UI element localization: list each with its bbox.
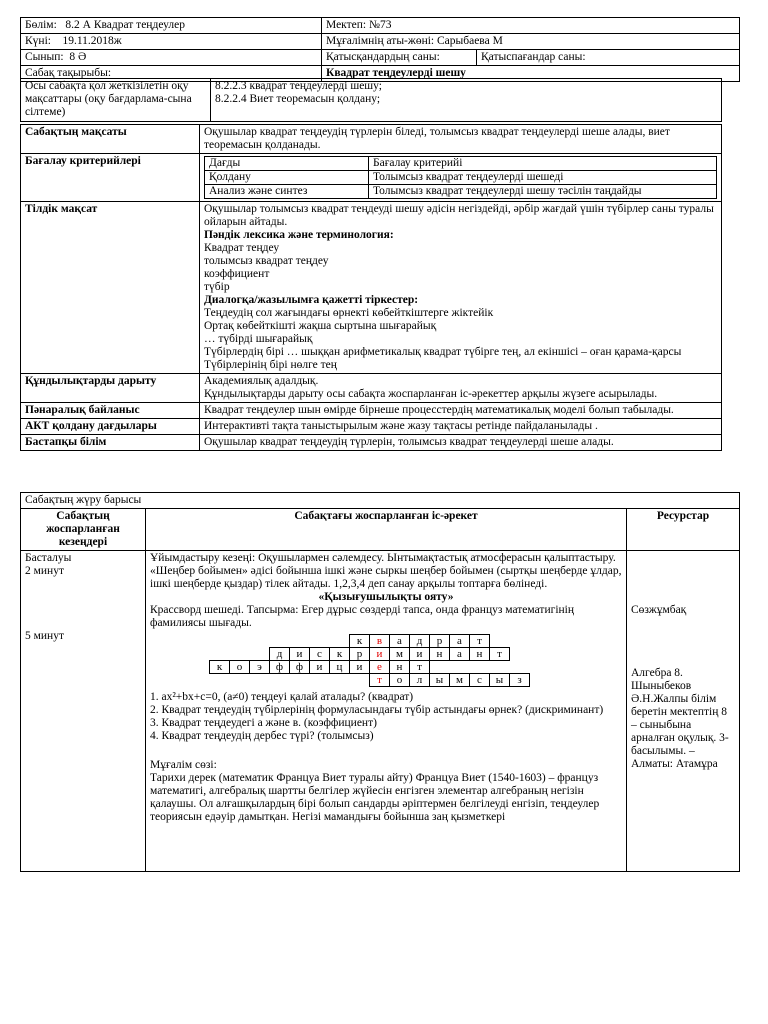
crossword-grid [190,634,530,687]
assessment-col-skill: Дағды [205,157,369,171]
crossword-cell: н [470,648,490,661]
section-label: Бөлім: [25,19,57,31]
date-value: 19.11.2018ж [62,35,122,47]
crossword-cell: с [310,648,330,661]
term-item: толымсыз квадрат теңдеу [204,255,329,267]
header-table [20,17,740,82]
question-item: 2. Квадрат теңдеудің түбірлерінің формуласындағы түбір астындағы өрнек? (дискриминант) [150,704,604,716]
col-resources: Ресурстар [627,509,740,551]
crossword-row [190,648,530,661]
crossword-row [190,661,530,674]
objectives-label: Осы сабақта қол жеткізілетін оқу мақсаттары (оқу бағдарлама-сына сілтеме) [21,79,211,122]
objectives-table [20,78,722,122]
crossword-cell: ы [430,674,450,687]
crossword-cell: ф [270,661,290,674]
date-label: Күні: [25,35,51,47]
crossword-cell: а [450,648,470,661]
crossword-cell: с [470,674,490,687]
crossword-cell: а [450,635,470,648]
resource-item: Сөзжұмбақ [631,604,687,616]
teacher-word: Мұғалім сөзі: [150,759,217,771]
assessment-criterion: Толымсыз квадрат теңдеулерді шешу тәсілін таңдайды [369,185,717,199]
prior-label: Бастапқы білім [21,435,200,451]
question-item: 3. Квадрат теңдеудегі а және в. (коэффициент) [150,717,377,729]
class-value: 8 Ә [69,51,87,63]
ict-label: АКТ қолдану дағдылары [21,419,200,435]
crosscurricular-text: Квадрат теңдеулер шын өмірде бірнеше процесстердің математикалық моделі болып табылады. [200,403,722,419]
crossword-cell: т [470,635,490,648]
objective-item: 8.2.2.3 квадрат теңдеулерді шешу; [215,80,382,92]
crossword-cell: м [390,648,410,661]
crossword-cell: а [390,635,410,648]
lexicon-heading: Пәндік лексика және терминология: [204,229,394,241]
crossword-cell: д [270,648,290,661]
phrase-item: … түбірді шығарайық [204,333,313,345]
crossword-row [190,674,530,687]
topic-value: Квадрат теңдеулерді шешу [326,67,466,79]
term-item: Квадрат теңдеу [204,242,280,254]
crossword-row [190,635,530,648]
assessment-skill: Қолдану [205,171,369,185]
stage-time: 2 минут [25,565,64,577]
crossword-text: Крассворд шешеді. Тапсырма: Егер дұрыс сөздерді тапса, онда француз математигінің фамилиясы шығады. [150,604,575,629]
term-item: түбір [204,281,230,293]
resource-item: Алгебра 8. Шыныбеков Ә.Н.Жалпы білім беретін мектептің 8 – сыныбына арналған оқулық. 3-басылымы. – Алматы: Атамұра [631,667,729,770]
crossword-cell: к [330,648,350,661]
crossword-cell: з [510,674,530,687]
crossword-cell: р [350,648,370,661]
phrase-item: Түбірлердің бірі … шыққан арифметикалық квадрат түбірге тең, ал екіншісі – оған қарама-қарсы [204,346,682,358]
ict-text: Интерактивті тақта таныстырылым және жазу тақтасы ретінде пайдаланылады . [200,419,722,435]
objective-item: 8.2.2.4 Виет теоремасын қолдану; [215,93,381,105]
section-value: 8.2 А Квадрат теңдеулер [65,19,185,31]
teacher-value: Сарыбаева М [437,35,503,47]
crossword-cell: к [210,661,230,674]
crossword-cell: и [290,648,310,661]
crossword-cell: ф [290,661,310,674]
assessment-table [204,156,717,199]
assessment-label: Бағалау критерийлері [21,154,200,202]
crossword-cell: т [370,674,390,687]
phrase-item: Ортақ көбейткішті жақша сыртына шығарайық [204,320,437,332]
assessment-criterion: Толымсыз квадрат теңдеулерді шешеді [369,171,717,185]
crosscurricular-label: Пәнаралық байланыс [21,403,200,419]
values-label: Құндылықтарды дарыту [21,374,200,403]
phrases-heading: Диалогқа/жазылымға қажетті тіркестер: [204,294,419,306]
values-line: Академиялық адалдық. [204,375,319,387]
phrase-item: Түбірлерінің бірі нөлге тең [204,359,337,371]
crossword-cell: и [370,648,390,661]
lesson-goal-text: Оқушылар квадрат теңдеудің түрлерін біледі, толымсыз квадрат теңдеулерді шеше алады, виет теоремасын қолданады. [200,125,722,154]
crossword-cell: и [350,661,370,674]
crossword-cell: м [450,674,470,687]
crossword-cell: н [430,648,450,661]
crossword-cell: ы [490,674,510,687]
stage-name: Басталуы [25,552,72,564]
info-table [20,124,722,451]
crossword-cell: о [390,674,410,687]
crossword-cell: и [410,648,430,661]
present-label: Қатысқандардың саны: [326,51,440,63]
crossword-cell: и [310,661,330,674]
crossword-cell: р [430,635,450,648]
prior-text: Оқушылар квадрат теңдеудің түрлерін, толымсыз квадрат теңдеулерді шеше алады. [200,435,722,451]
crossword-cell: е [370,661,390,674]
col-activity: Сабақтағы жоспарланған іс-әрекет [146,509,627,551]
term-item: коэффициент [204,268,270,280]
language-label: Тілдік мақсат [21,202,200,374]
crossword-cell: л [410,674,430,687]
col-stage: Сабақтың жоспарланған кезеңдері [21,509,146,551]
progress-title: Сабақтың жүру барысы [21,493,740,509]
crossword-cell: т [410,661,430,674]
assessment-skill: Анализ және синтез [205,185,369,199]
crossword-cell: н [390,661,410,674]
progress-table [20,492,740,872]
assessment-col-criterion: Бағалау критерийі [369,157,717,171]
crossword-cell: в [370,635,390,648]
school-label: Мектеп: [326,19,367,31]
crossword-cell: ц [330,661,350,674]
phrase-item: Теңдеудің сол жағындағы өрнекті көбейткіштерге жіктейік [204,307,494,319]
lesson-goal-label: Сабақтың мақсаты [21,125,200,154]
crossword-cell: э [250,661,270,674]
org-text: Ұйымдастыру кезеңі: Оқушылармен сәлемдесу. Ынтымақтастық атмосферасын қалыптастыру. «Шеңбер бойымен» әдісі бойынша ішкі және сыркы шеңбер бойымен (сыртқы шеңберде ұлдар, ішкі шеңберде қыздар) тілек айтады. 1,2,3,4 деп санау арқылы топтарға бөлінеді. [150,552,622,590]
language-intro: Оқушылар толымсыз квадрат теңдеуді шешу әдісін негіздейді, әрбір жағдай үшін түбірлер саны туралы ойларын айтады. [204,203,714,228]
topic-label: Сабақ тақырыбы: [25,67,112,79]
crossword-cell: о [230,661,250,674]
teacher-label: Мұғалімнің аты-жөні: [326,35,435,47]
question-item: 4. Квадрат теңдеудің дербес түрі? (толымсыз) [150,730,374,742]
school-value: №73 [368,19,392,31]
history-text: Тарихи дерек (математик Француа Виет туралы айту) Француа Виет (1540-1603) – француз математигі, алгебралық шартты белгілер жүйесін енгізген элементар алгебраның негізін қалаушы. Ол алғашқылардың бірі болып сандарды әріптермен белгілеуді енгізіп, теңдеулер теориясын едәуір дамытқан. Негізі мамандығы бойынша заң қызметкері [150,772,600,823]
absent-label: Қатыспағандар саны: [481,51,586,63]
class-label: Сынып: [25,51,64,63]
stage-time: 5 минут [25,630,64,642]
values-line: Құндылықтарды дарыту осы сабақта жоспарланған іс-әрекеттер арқылы жүзеге асырылады. [204,388,658,400]
interest-heading: «Қызығушылықты ояту» [318,591,454,603]
crossword-cell: т [490,648,510,661]
crossword-cell: д [410,635,430,648]
crossword-cell: к [350,635,370,648]
question-item: 1. ax²+bx+c=0, (a≠0) теңдеуі қалай аталады? (квадрат) [150,691,414,703]
